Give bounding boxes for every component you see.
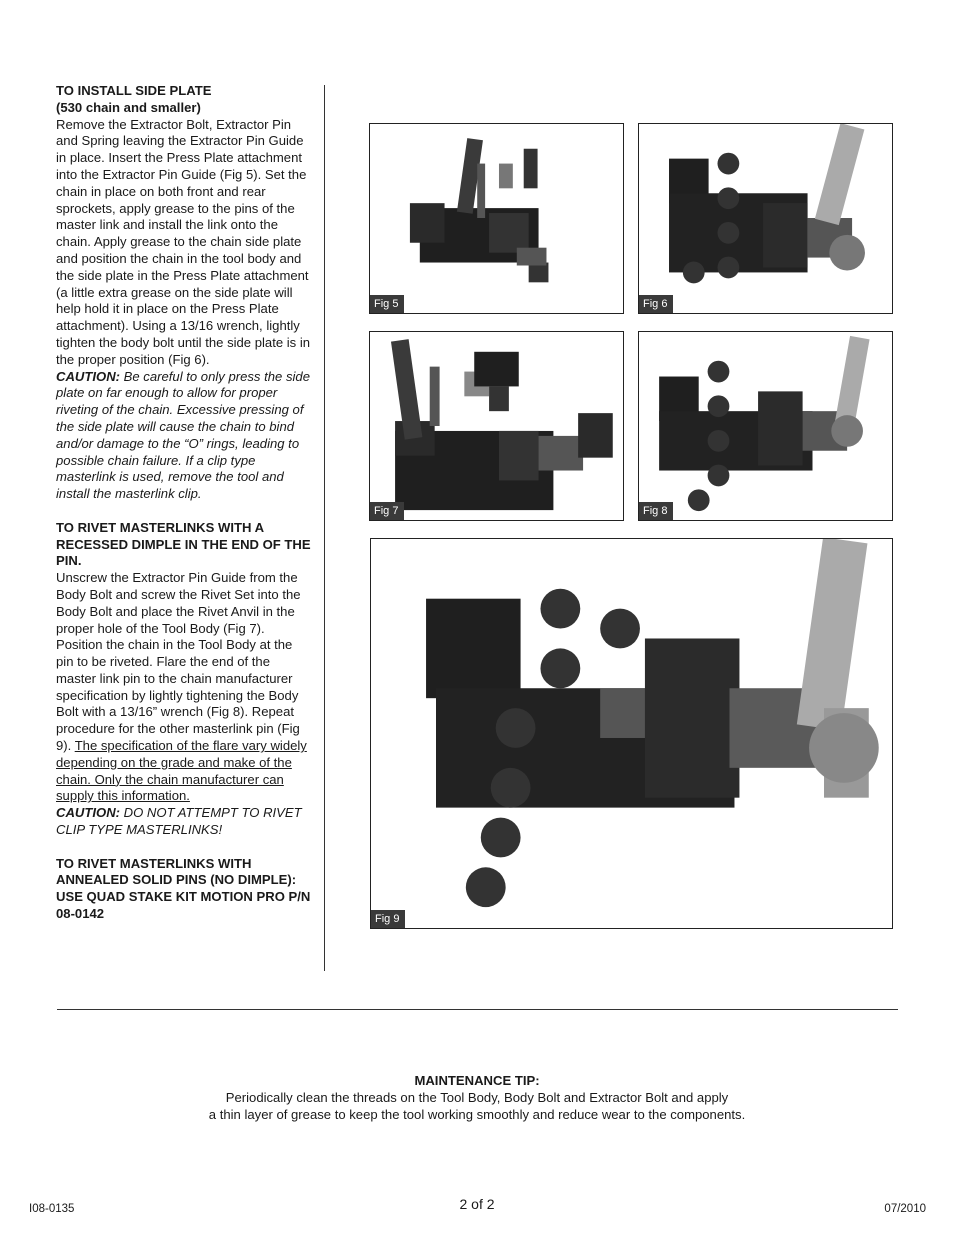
install-side-plate-heading: TO INSTALL SIDE PLATE [56,83,212,98]
figure-7 [369,331,624,521]
caution-text: Be careful to only press the side plate on far enough to allow for proper riveting of the chain. Excessive pressing of the side plate will cause the chain to bind and/or damage to the “O” rings, leading to possible chain failure. If a clip type masterlink is used, remove the tool and install the masterlink clip. [56,368,310,502]
rivet-dimple-text: Unscrew the Extractor Pin Guide from the Body Bolt and screw the Rivet Set into the Body Bolt and place the Rivet Anvil in the proper hole of the Tool Body (Fig 7). Position the chain in the Tool Body at the pin to be riveted. Flare the end of the master link pin to the chain manufacturer specification by lightly tightening the Body Bolt with a 13/16” wrench (Fig 8). Repeat procedure for the other masterlink pin (Fig 9). [56,570,301,754]
fig-6-label: Fig 6 [639,295,673,313]
rivet-set-photo [370,332,623,520]
fig-9-label: Fig 9 [371,910,405,928]
caution-label: CAUTION: [56,368,121,384]
fig-5-label: Fig 5 [370,295,404,313]
maintenance-title: MAINTENANCE TIP: [414,1073,540,1088]
caution-label: CAUTION: [56,805,121,821]
instructions-column [56,83,312,923]
install-side-plate-body: Remove the Extractor Bolt, Extractor Pin and Spring leaving the Extractor Pin Guide in place. Insert the Press Plate attachment into the Extractor Pin Guide (Fig 5). Set the chain in place on both front and rear sprockets, apply grease to the pins of the master link and install the link onto the chain. Apply grease to the chain side plate and position the chain in the tool body and the side plate in the Press Plate attachment (a little extra grease on the side plate will help hold it in place on the Press Plate attachment). Using a 13/16 wrench, lightly tighten the body bolt until the side plate is in the proper position (Fig 6). [56,116,311,367]
rivet-dimple-body [56,570,312,805]
maintenance-tip [0,1072,954,1123]
rivet-caution [56,805,312,839]
flare-spec-note: The specification of the flare vary widely depending on the grade and make of the chain. Only the chain manufacturer can supply this information. [56,738,307,804]
section-divider [57,1009,898,1010]
maintenance-line-2: a thin layer of grease to keep the tool working smoothly and reduce wear to the components. [208,1107,746,1122]
riveting-photo [639,332,892,520]
figure-9 [370,538,893,929]
rivet-dimple-heading: TO RIVET MASTERLINKS WITH A RECESSED DIMPLE IN THE END OF THE PIN. [56,519,311,569]
column-divider [324,85,325,971]
figure-8 [638,331,893,521]
install-caution [56,369,312,503]
maintenance-line-1: Periodically clean the threads on the Tool Body, Body Bolt and Extractor Bolt and apply [225,1090,729,1105]
caution-text: DO NOT ATTEMPT TO RIVET CLIP TYPE MASTERLINKS! [56,805,302,838]
revision-date: 07/2010 [884,1203,926,1215]
install-side-plate-subheading: (530 chain and smaller) [56,99,201,115]
fig-8-label: Fig 8 [639,502,673,520]
fig-7-label: Fig 7 [370,502,404,520]
tool-parts-photo [370,124,623,313]
part-number: I08-0135 [29,1203,75,1215]
solid-pins-heading: TO RIVET MASTERLINKS WITH ANNEALED SOLID PINS (NO DIMPLE): USE QUAD STAKE KIT MOTION PRO P/N 08-0142 [56,855,311,922]
page-number: 2 of 2 [459,1196,495,1212]
figure-5 [369,123,624,314]
figure-6 [638,123,893,314]
riveting-closeup-photo [371,539,892,928]
chain-press-photo [639,124,892,313]
